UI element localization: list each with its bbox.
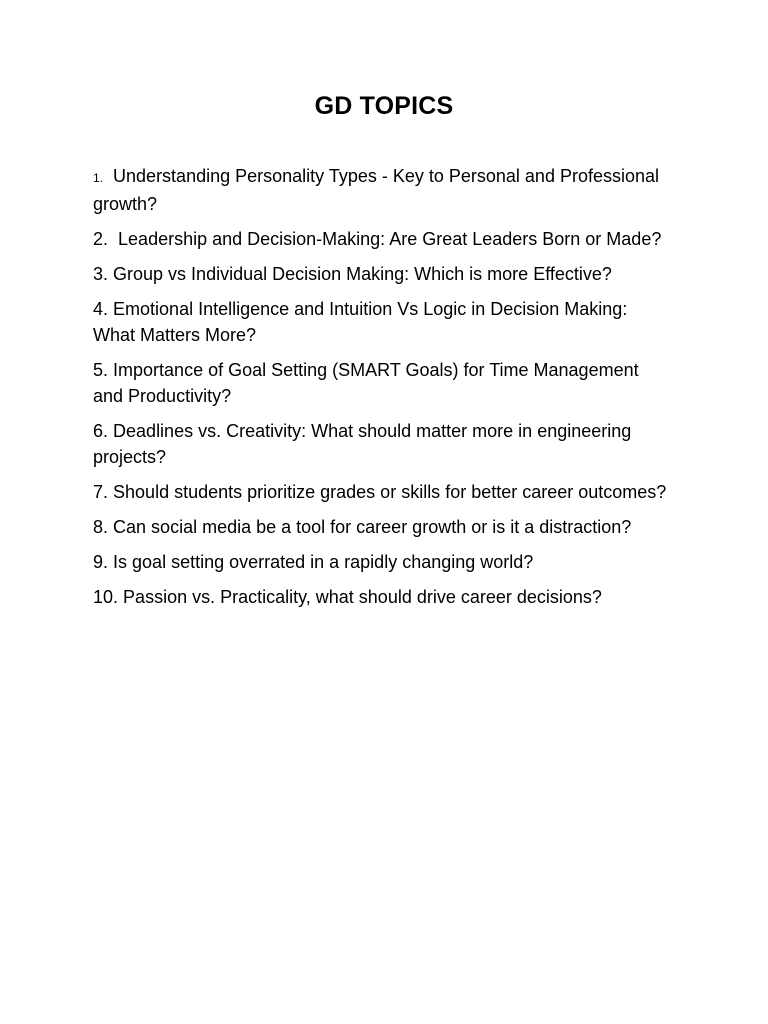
list-item-number: 9. bbox=[93, 552, 109, 572]
list-item-number: 6. bbox=[93, 421, 109, 441]
list-item-number: 1. bbox=[93, 171, 104, 185]
list-item-number: 10. bbox=[93, 587, 119, 607]
list-item-number: 3. bbox=[93, 264, 109, 284]
list-item-text: Emotional Intelligence and Intuition Vs Logic in Decision Making: What Matters More? bbox=[93, 299, 628, 345]
list-item-separator bbox=[103, 166, 113, 186]
list-item-number: 8. bbox=[93, 517, 109, 537]
list-item-text: Leadership and Decision-Making: Are Great Leaders Born or Made? bbox=[118, 229, 662, 249]
list-item bbox=[93, 226, 673, 252]
list-item-text: Passion vs. Practicality, what should drive career decisions? bbox=[123, 587, 602, 607]
list-item-number: 2. bbox=[93, 229, 109, 249]
list-item bbox=[93, 549, 673, 575]
list-item-number: 7. bbox=[93, 482, 109, 502]
list-item bbox=[93, 357, 673, 409]
list-item-text: Should students prioritize grades or skills for better career outcomes? bbox=[113, 482, 667, 502]
list-item-text: Deadlines vs. Creativity: What should matter more in engineering projects? bbox=[93, 421, 632, 467]
list-item bbox=[93, 261, 673, 287]
list-item-separator bbox=[108, 229, 118, 249]
list-item-text: Understanding Personality Types - Key to Personal and Professional growth? bbox=[93, 166, 660, 214]
list-item-text: Group vs Individual Decision Making: Which is more Effective? bbox=[113, 264, 612, 284]
list-item-text: Can social media be a tool for career growth or is it a distraction? bbox=[113, 517, 632, 537]
list-item bbox=[93, 418, 673, 470]
list-item-number: 5. bbox=[93, 360, 109, 380]
list-item-text: Importance of Goal Setting (SMART Goals) for Time Management and Productivity? bbox=[93, 360, 639, 406]
list-item bbox=[93, 296, 673, 348]
list-item bbox=[93, 514, 673, 540]
list-item-text: Is goal setting overrated in a rapidly changing world? bbox=[113, 552, 534, 572]
topic-list bbox=[93, 163, 673, 619]
list-item bbox=[93, 584, 673, 610]
list-item bbox=[93, 163, 673, 217]
page-title: GD TOPICS bbox=[314, 92, 454, 120]
list-item-number: 4. bbox=[93, 299, 109, 319]
list-item bbox=[93, 479, 673, 505]
